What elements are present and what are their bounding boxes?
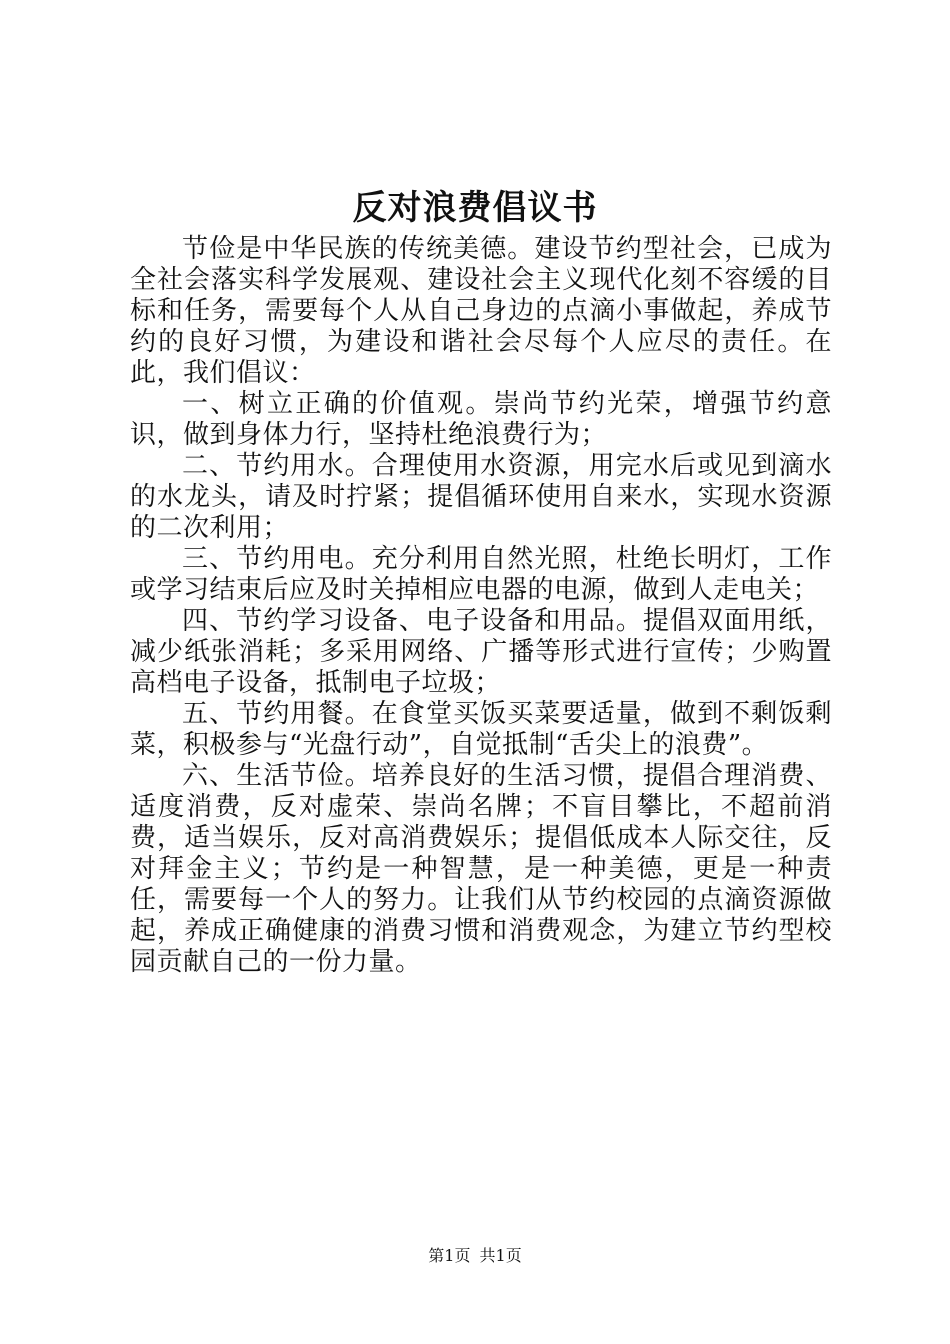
paragraph-intro: 节俭是中华民族的传统美德。建设节约型社会，已成为全社会落实科学发展观、建设社会主义现代化刻不容缓的目标和任务，需要每个人从自己身边的点滴小事做起，养成节约的良好习惯，为建设和谐社会尽每个人应尽的责任。在此，我们倡议： [130,234,832,388]
document-title: 反对浪费倡议书 [352,188,598,228]
page-total: 共1页 [479,1246,522,1265]
paragraph-item-5: 五、节约用餐。在食堂买饭买菜要适量，做到不剩饭剩菜，积极参与“光盘行动”，自觉抵制“舌尖上的浪费”。 [130,699,832,760]
paragraph-item-4: 四、节约学习设备、电子设备和用品。提倡双面用纸，减少纸张消耗；多采用网络、广播等形式进行宣传；少购置高档电子设备，抵制电子垃圾； [130,606,832,698]
paragraph-item-3: 三、节约用电。充分利用自然光照，杜绝长明灯，工作或学习结束后应及时关掉相应电器的电源，做到人走电关； [130,544,832,605]
paragraph-item-6: 六、生活节俭。培养良好的生活习惯，提倡合理消费、适度消费，反对虚荣、崇尚名牌；不盲目攀比，不超前消费，适当娱乐，反对高消费娱乐；提倡低成本人际交往，反对拜金主义；节约是一种智慧，是一种美德，更是一种责任，需要每一个人的努力。让我们从节约校园的点滴资源做起，养成正确健康的消费习惯和消费观念，为建立节约型校园贡献自己的一份力量。 [130,761,832,977]
page-number: 第1页 [428,1246,471,1265]
document-body [130,234,832,978]
page-footer [0,1244,950,1268]
paragraph-item-1: 一、树立正确的价值观。崇尚节约光荣，增强节约意识，做到身体力行，坚持杜绝浪费行为； [130,389,832,450]
paragraph-item-2: 二、节约用水。合理使用水资源，用完水后或见到滴水的水龙头，请及时拧紧；提倡循环使用自来水，实现水资源的二次利用； [130,451,832,543]
